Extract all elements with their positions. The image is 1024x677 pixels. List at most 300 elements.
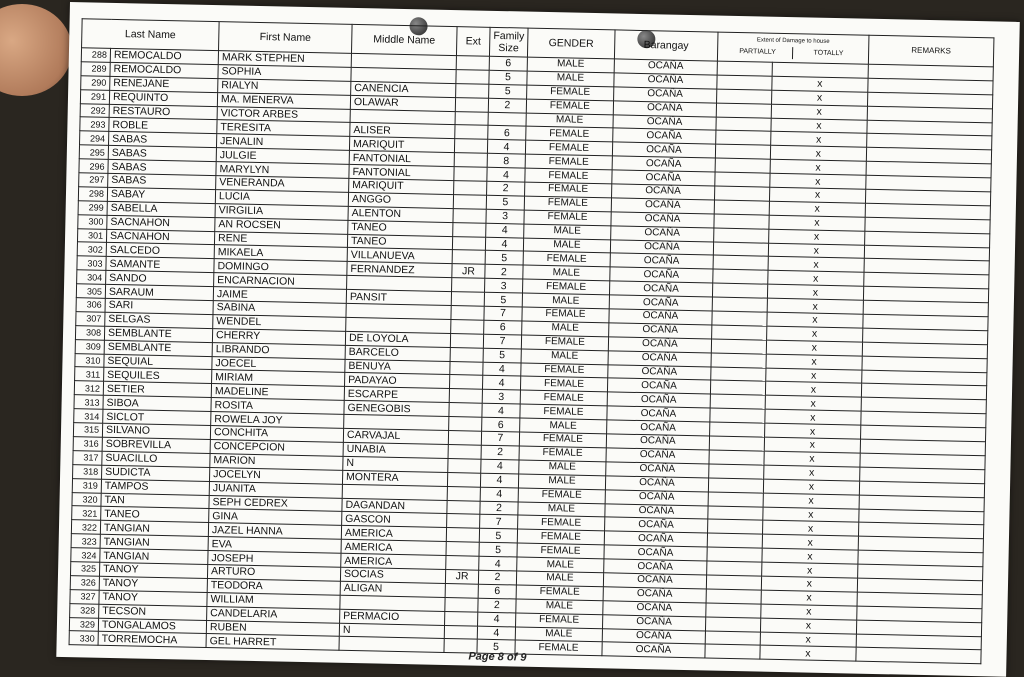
gender-cell: FEMALE (523, 252, 610, 268)
family-size-cell: 4 (487, 167, 525, 182)
family-size-cell: 6 (488, 126, 526, 141)
middle-name-cell: FANTONIAL (349, 151, 454, 167)
family-size-cell: 4 (481, 459, 519, 474)
barangay-cell: OCAÑA (614, 73, 717, 89)
barangay-cell: OCAÑA (607, 406, 710, 422)
gender-cell: MALE (518, 474, 605, 490)
gender-cell: FEMALE (522, 279, 609, 295)
partially-cell (708, 478, 763, 493)
partially-cell (709, 464, 764, 479)
partially-cell (715, 172, 770, 187)
barangay-cell: OCAÑA (607, 378, 710, 394)
ext-cell (446, 528, 479, 543)
totally-cell: x (770, 173, 866, 189)
gender-cell: MALE (516, 599, 603, 615)
row-number: 309 (75, 339, 104, 353)
family-size-cell: 6 (478, 584, 516, 599)
row-number: 300 (78, 214, 107, 228)
first-name-cell: JULGIE (216, 148, 349, 165)
family-size-cell: 4 (478, 612, 516, 627)
totally-cell: x (771, 90, 867, 106)
totally-cell: x (763, 507, 859, 523)
ext-cell (449, 389, 482, 404)
last-name-cell: SOBREVILLA (102, 437, 210, 453)
ext-cell (447, 500, 480, 515)
totally-cell: x (760, 632, 856, 648)
row-number: 304 (77, 270, 106, 284)
family-size-cell: 5 (479, 528, 517, 543)
totally-cell: x (771, 104, 867, 120)
row-number: 298 (78, 187, 107, 201)
totally-cell: x (761, 576, 857, 592)
last-name-cell: SEQUIAL (104, 354, 212, 370)
gender-cell: FEMALE (521, 335, 608, 351)
barangay-cell: OCAÑA (610, 253, 713, 269)
family-size-cell: 3 (482, 390, 520, 405)
gender-cell: FEMALE (519, 446, 606, 462)
family-size-cell: 5 (486, 195, 524, 210)
family-size-cell: 4 (480, 487, 518, 502)
totally-cell: x (769, 187, 865, 203)
totally-cell: x (770, 146, 866, 162)
family-size-cell: 7 (480, 515, 518, 530)
first-name-cell: CANDELARIA (207, 606, 340, 623)
barangay-cell: OCAÑA (612, 156, 715, 172)
middle-name-cell: ALISER (350, 123, 455, 139)
gender-cell: FEMALE (524, 182, 611, 198)
gender-cell: FEMALE (526, 85, 613, 101)
partially-cell (707, 547, 762, 562)
first-name-cell: RIALYN (218, 78, 351, 95)
barangay-cell: OCAÑA (611, 212, 714, 228)
ext-cell (454, 153, 487, 168)
family-size-cell: 5 (489, 84, 527, 99)
gender-cell: MALE (518, 501, 605, 517)
gender-cell: MALE (516, 571, 603, 587)
family-size-cell: 2 (487, 181, 525, 196)
last-name-cell: SABAS (108, 159, 216, 175)
middle-name-cell: PADAYAO (345, 373, 450, 389)
family-size-cell: 4 (483, 362, 521, 377)
gender-cell: MALE (527, 71, 614, 87)
barangay-cell: OCAÑA (602, 628, 705, 644)
first-name-cell: RUBEN (206, 620, 339, 637)
barangay-cell: OCAÑA (604, 545, 707, 561)
ext-cell (447, 472, 480, 487)
partially-cell (706, 589, 761, 604)
ext-cell (447, 486, 480, 501)
last-name-cell: REMOCALDO (110, 62, 218, 78)
header-gender: GENDER (527, 28, 615, 59)
last-name-cell: TANGIAN (100, 521, 208, 537)
first-name-cell: SABINA (213, 301, 346, 318)
header-remarks: REMARKS (868, 35, 994, 67)
first-name-cell: GINA (209, 509, 342, 526)
family-size-cell: 5 (477, 640, 515, 655)
totally-cell: x (765, 382, 861, 398)
ext-cell (444, 625, 477, 640)
middle-name-cell: MARIQUIT (349, 137, 454, 153)
row-number: 318 (73, 464, 102, 478)
last-name-cell: SALCEDO (106, 243, 214, 259)
ext-cell (456, 69, 489, 84)
header-first-name: First Name (219, 22, 353, 54)
gender-cell: FEMALE (520, 377, 607, 393)
partially-cell (717, 61, 772, 76)
partially-cell (712, 283, 767, 298)
partially-cell (708, 505, 763, 520)
gender-cell: MALE (515, 626, 602, 642)
partially-cell (710, 408, 765, 423)
partially-cell (713, 242, 768, 257)
totally-cell: x (761, 590, 857, 606)
middle-name-cell: TANEO (348, 220, 453, 236)
partially-cell (716, 103, 771, 118)
header-partially: PARTIALLY (739, 47, 776, 56)
row-number: 324 (71, 548, 100, 562)
ext-cell (454, 181, 487, 196)
ext-cell (446, 542, 479, 557)
ext-cell (445, 597, 478, 612)
ext-cell (452, 278, 485, 293)
middle-name-cell: N (339, 623, 444, 639)
ext-cell (452, 236, 485, 251)
barangay-cell: OCAÑA (606, 434, 709, 450)
remarks-cell (856, 648, 981, 665)
middle-name-cell: GASCON (342, 512, 447, 528)
partially-cell (713, 255, 768, 270)
gender-cell: MALE (523, 265, 610, 281)
family-size-cell: 2 (480, 501, 518, 516)
middle-name-cell: BENUYA (345, 359, 450, 375)
gender-cell: MALE (519, 460, 606, 476)
middle-name-cell: SOCIAS (340, 567, 445, 583)
partially-cell (714, 228, 769, 243)
last-name-cell: REQUINTO (109, 90, 217, 106)
family-size-cell: 4 (480, 473, 518, 488)
barangay-cell: OCAÑA (609, 295, 712, 311)
partially-cell (710, 394, 765, 409)
first-name-cell: JENALIN (216, 134, 349, 151)
first-name-cell: VIRGILIA (215, 203, 348, 220)
barangay-cell: OCAÑA (612, 142, 715, 158)
row-number: 308 (75, 326, 104, 340)
row-number: 295 (79, 145, 108, 159)
barangay-cell: OCAÑA (609, 323, 712, 339)
family-size-cell: 7 (481, 431, 519, 446)
totally-cell: x (762, 521, 858, 537)
row-number: 323 (71, 534, 100, 548)
first-name-cell: ARTURO (207, 564, 340, 581)
partially-cell (714, 200, 769, 215)
row-number: 288 (81, 48, 110, 62)
partially-cell (709, 450, 764, 465)
middle-name-cell: CARVAJAL (343, 428, 448, 444)
thumb (0, 4, 72, 96)
row-number: 303 (77, 256, 106, 270)
barangay-cell: OCAÑA (606, 448, 709, 464)
last-name-cell: SUACILLO (102, 451, 210, 467)
barangay-cell: OCAÑA (607, 392, 710, 408)
family-size-cell: 2 (488, 98, 526, 113)
barangay-cell: OCAÑA (608, 337, 711, 353)
family-size-cell: 2 (485, 265, 523, 280)
last-name-cell: TANOY (99, 576, 207, 592)
gender-cell: MALE (522, 293, 609, 309)
row-number: 326 (70, 575, 99, 589)
middle-name-cell: ESCARPE (344, 387, 449, 403)
row-number: 316 (73, 437, 102, 451)
beneficiary-table (69, 18, 995, 664)
first-name-cell: CONCEPCION (210, 439, 343, 456)
barangay-cell: OCAÑA (610, 239, 713, 255)
ext-cell (451, 306, 484, 321)
first-name-cell: GEL HARRET (206, 634, 339, 651)
last-name-cell: TANEO (101, 507, 209, 523)
first-name-cell: MADELINE (211, 384, 344, 401)
last-name-cell: TANOY (99, 562, 207, 578)
totally-cell: x (761, 604, 857, 620)
row-number: 315 (73, 423, 102, 437)
middle-name-cell: DAGANDAN (342, 498, 447, 514)
ext-cell (450, 361, 483, 376)
totally-cell: x (763, 465, 859, 481)
barangay-cell: OCAÑA (604, 531, 707, 547)
barangay-cell: OCAÑA (614, 59, 717, 75)
last-name-cell: SABAY (107, 187, 215, 203)
family-size-cell: 2 (478, 570, 516, 585)
first-name-cell: ENCARNACION (214, 273, 347, 290)
first-name-cell: JAIME (213, 287, 346, 304)
totally-cell: x (766, 368, 862, 384)
totally-cell: x (766, 354, 862, 370)
totally-cell: x (765, 409, 861, 425)
first-name-cell: TEODORA (207, 578, 340, 595)
totally-cell: x (760, 618, 856, 634)
middle-name-cell: AMERICA (341, 553, 446, 569)
ext-cell (448, 444, 481, 459)
partially-cell (715, 158, 770, 173)
totally-cell: x (770, 132, 866, 148)
last-name-cell: RENEJANE (110, 76, 218, 92)
middle-name-cell: PANSIT (346, 289, 451, 305)
middle-name-cell: ANGGO (348, 192, 453, 208)
row-number: 294 (80, 131, 109, 145)
partially-cell (712, 311, 767, 326)
ext-cell (455, 97, 488, 112)
middle-name-cell: BARCELO (345, 345, 450, 361)
last-name-cell: SELGAS (105, 312, 213, 328)
partially-cell (710, 380, 765, 395)
row-number: 319 (72, 478, 101, 492)
ext-cell (454, 167, 487, 182)
totally-cell: x (766, 340, 862, 356)
header-extent-title: Extent of Damage to house (756, 36, 830, 45)
last-name-cell: REMOCALDO (110, 48, 218, 64)
gender-cell: FEMALE (525, 154, 612, 170)
row-number: 310 (75, 353, 104, 367)
family-size-cell: 4 (477, 626, 515, 641)
first-name-cell: CONCHITA (210, 426, 343, 443)
header-middle-name: Middle Name (351, 24, 457, 55)
partially-cell (714, 214, 769, 229)
family-size-cell: 3 (485, 278, 523, 293)
row-number: 307 (76, 312, 105, 326)
family-size-cell: 8 (487, 154, 525, 169)
first-name-cell: DOMINGO (214, 259, 347, 276)
totally-cell: x (760, 645, 856, 661)
middle-name-cell: MONTERA (342, 470, 447, 486)
row-number: 299 (78, 201, 107, 215)
partially-cell (712, 325, 767, 340)
gender-cell: MALE (526, 113, 613, 129)
first-name-cell: SOPHIA (218, 65, 351, 82)
partially-cell (716, 131, 771, 146)
row-number: 321 (72, 506, 101, 520)
ext-cell (456, 56, 489, 71)
ext-cell (445, 611, 478, 626)
row-number: 301 (77, 228, 106, 242)
first-name-cell: JOSEPH (208, 551, 341, 568)
middle-name-cell: TANEO (347, 234, 452, 250)
row-number: 291 (80, 89, 109, 103)
barangay-cell: OCAÑA (603, 573, 706, 589)
gender-cell: MALE (527, 57, 614, 73)
last-name-cell: SABAS (108, 173, 216, 189)
barangay-cell: OCAÑA (605, 503, 708, 519)
family-size-cell: 5 (479, 542, 517, 557)
totally-cell: x (764, 451, 860, 467)
ext-cell (448, 431, 481, 446)
middle-name-cell: FERNANDEZ (347, 262, 452, 278)
barangay-cell: OCAÑA (604, 517, 707, 533)
family-size-cell: 5 (489, 70, 527, 85)
partially-cell (709, 436, 764, 451)
barangay-cell: OCAÑA (609, 281, 712, 297)
gender-cell: FEMALE (518, 488, 605, 504)
last-name-cell: SABAS (108, 146, 216, 162)
last-name-cell: SACNAHON (107, 215, 215, 231)
barangay-cell: OCAÑA (611, 184, 714, 200)
gender-cell: MALE (524, 224, 611, 240)
first-name-cell: MIRIAM (212, 370, 345, 387)
partially-cell (715, 144, 770, 159)
row-number: 306 (76, 298, 105, 312)
barangay-cell: OCAÑA (608, 351, 711, 367)
middle-name-cell: PERMACIO (340, 609, 445, 625)
row-number: 317 (73, 450, 102, 464)
gender-cell: FEMALE (517, 543, 604, 559)
barangay-cell: OCAÑA (613, 128, 716, 144)
partially-cell (707, 519, 762, 534)
first-name-cell: TERESITA (217, 120, 350, 137)
last-name-cell: TANGIAN (100, 548, 208, 564)
family-size-cell (488, 112, 526, 127)
row-number: 305 (76, 284, 105, 298)
family-size-cell: 6 (482, 417, 520, 432)
row-number: 322 (71, 520, 100, 534)
middle-name-cell: AMERICA (341, 539, 446, 555)
ext-cell: JR (445, 569, 478, 584)
row-number: 311 (75, 367, 104, 381)
barangay-cell: OCAÑA (611, 198, 714, 214)
ext-cell (456, 83, 489, 98)
first-name-cell: VICTOR ARBES (217, 106, 350, 123)
family-size-cell: 3 (486, 209, 524, 224)
partially-cell (705, 617, 760, 632)
ext-cell (445, 583, 478, 598)
gender-cell: FEMALE (524, 210, 611, 226)
last-name-cell: TONGALAMOS (98, 618, 206, 634)
family-size-cell: 4 (479, 556, 517, 571)
last-name-cell: RESTAURO (109, 104, 217, 120)
first-name-cell: LUCIA (215, 189, 348, 206)
partially-cell (706, 575, 761, 590)
partially-cell (705, 630, 760, 645)
first-name-cell: CHERRY (212, 328, 345, 345)
row-number: 328 (70, 603, 99, 617)
partially-cell (714, 186, 769, 201)
family-size-cell: 4 (485, 237, 523, 252)
barangay-cell: OCAÑA (608, 364, 711, 380)
partially-cell (716, 117, 771, 132)
partially-cell (706, 603, 761, 618)
ext-cell (449, 417, 482, 432)
barangay-cell: OCAÑA (613, 114, 716, 130)
partially-cell (707, 561, 762, 576)
barangay-cell: OCAÑA (602, 614, 705, 630)
middle-name-cell: AMERICA (341, 526, 446, 542)
ext-cell (450, 347, 483, 362)
barangay-cell: OCAÑA (606, 420, 709, 436)
family-size-cell: 6 (484, 320, 522, 335)
ext-cell (446, 556, 479, 571)
gender-cell: FEMALE (515, 640, 602, 656)
last-name-cell: SANDO (106, 271, 214, 287)
row-number: 327 (70, 589, 99, 603)
row-number: 292 (80, 103, 109, 117)
last-name-cell: SILVANO (102, 423, 210, 439)
barangay-cell: OCAÑA (602, 642, 705, 658)
row-number: 297 (79, 173, 108, 187)
gender-cell: FEMALE (517, 515, 604, 531)
family-size-cell: 4 (482, 376, 520, 391)
totally-cell: x (768, 243, 864, 259)
totally-cell: x (763, 493, 859, 509)
totally-cell: x (761, 562, 857, 578)
last-name-cell: TAN (101, 493, 209, 509)
ext-cell (448, 458, 481, 473)
first-name-cell: WENDEL (213, 314, 346, 331)
last-name-cell: TORREMOCHA (98, 632, 206, 648)
totally-cell: x (764, 437, 860, 453)
row-number: 293 (80, 117, 109, 131)
totally-cell: x (770, 159, 866, 175)
first-name-cell: ROSITA (211, 398, 344, 415)
totally-cell: x (768, 271, 864, 287)
first-name-cell: MARK STEPHEN (218, 51, 351, 68)
first-name-cell: MA. MENERVA (217, 92, 350, 109)
gender-cell: MALE (517, 557, 604, 573)
family-size-cell: 7 (484, 306, 522, 321)
ext-cell (454, 139, 487, 154)
partially-cell (717, 75, 772, 90)
partially-cell (716, 89, 771, 104)
family-size-cell: 4 (486, 223, 524, 238)
ext-cell (449, 403, 482, 418)
gender-cell: MALE (522, 321, 609, 337)
last-name-cell: TANOY (99, 590, 207, 606)
